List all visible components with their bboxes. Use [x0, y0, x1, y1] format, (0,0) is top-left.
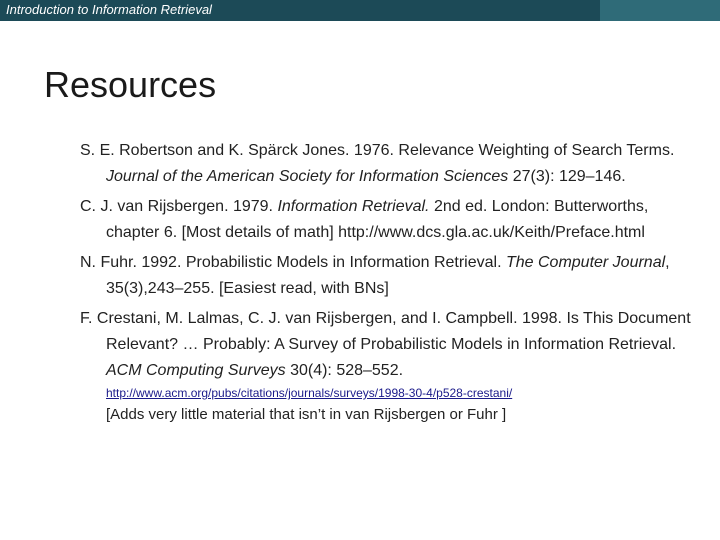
header-accent [600, 0, 720, 21]
slide-title: Resources [44, 64, 217, 105]
reference-van-rijsbergen [80, 194, 700, 246]
ref-text: S. E. Robertson and K. Spärck Jones. 1976. Relevance Weighting of Search Terms. [80, 142, 675, 159]
ref-text: 27(3): 129–146. [508, 168, 626, 185]
ref-text: N. Fuhr. 1992. Probabilistic Models in Information Retrieval. [80, 254, 506, 271]
header-bar [0, 0, 600, 21]
ref-text: 30(4): 528–552. [285, 362, 404, 379]
ref-text: F. Crestani, M. Lalmas, C. J. van Rijsbergen, and I. Campbell. 1998. Is This Document Relevant? … Probably: A Survey of Probabilistic Models in Information Retrieval. [80, 310, 691, 353]
ref-text: C. J. van Rijsbergen. 1979. [80, 198, 278, 215]
crestani-note: [Adds very little material that isn’t in van Rijsbergen or Fuhr ] [106, 406, 507, 423]
crestani-link[interactable]: http://www.acm.org/pubs/citations/journals/surveys/1998-30-4/p528-crestani/ [106, 386, 513, 400]
reference-crestani [80, 306, 700, 384]
ref-text: , 35(3),243–255. [Easiest read, with BNs] [106, 254, 670, 297]
reference-list [80, 138, 700, 426]
ref-venue: Information Retrieval. [277, 198, 430, 215]
ref-venue: Journal of the American Society for Information Sciences [106, 168, 509, 185]
reference-robertson [80, 138, 700, 190]
course-title: Introduction to Information Retrieval [6, 2, 212, 17]
ref-venue: ACM Computing Surveys [106, 362, 286, 379]
ref-text: 2nd ed. London: Butterworths, chapter 6. [Most details of math] http://www.dcs.gla.ac.uk/Keith/Preface.html [106, 198, 649, 241]
ref-venue: The Computer Journal [505, 254, 666, 271]
reference-fuhr [80, 250, 700, 302]
